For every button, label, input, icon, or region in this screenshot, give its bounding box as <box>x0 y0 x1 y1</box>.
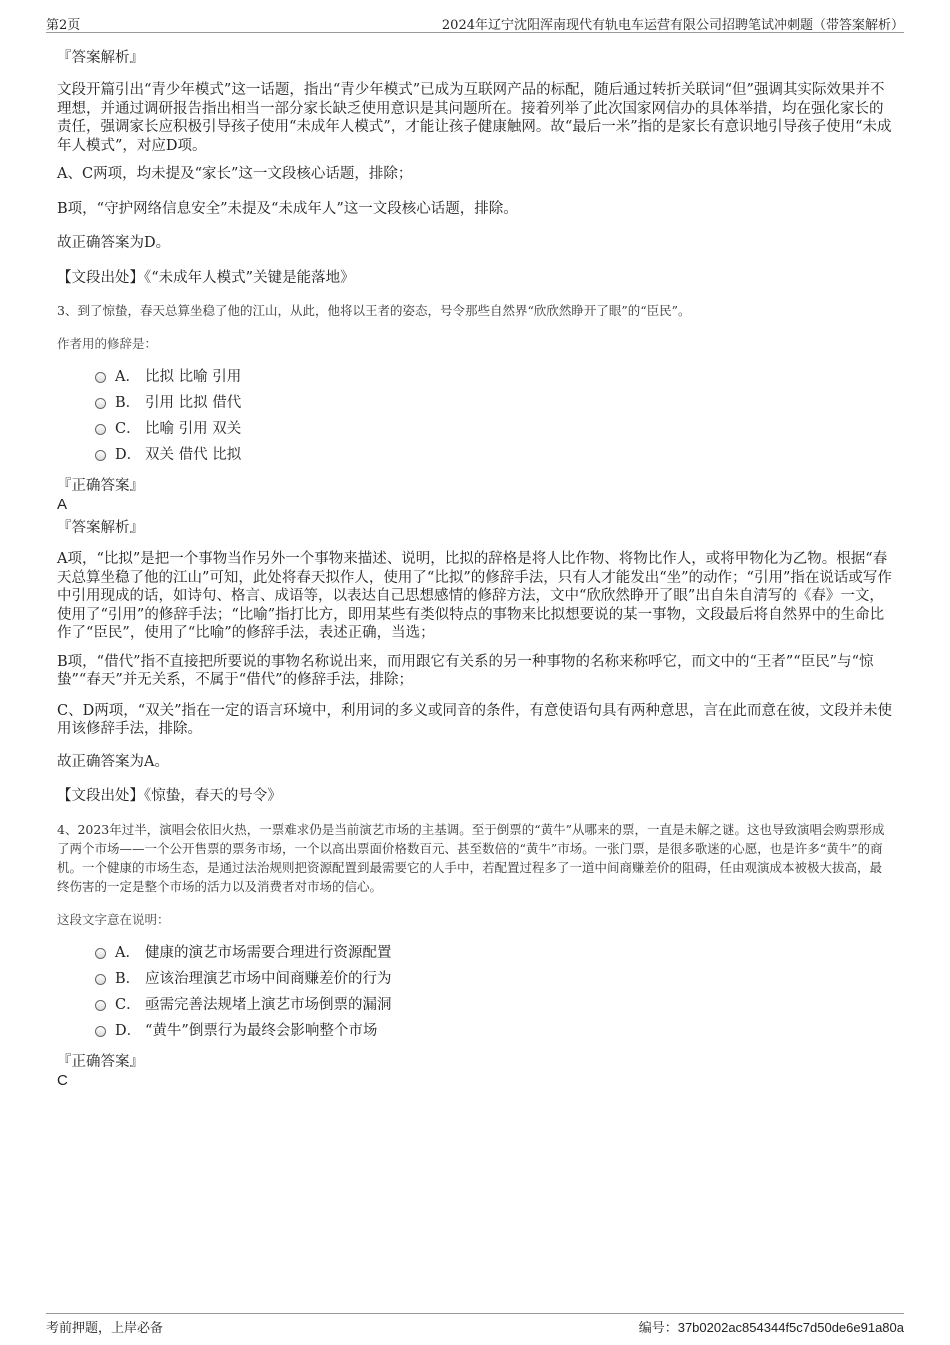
option-d[interactable]: D． 双关 借代 比拟 <box>95 442 893 468</box>
question-prompt: 这段文字意在说明： <box>57 911 170 927</box>
page-footer <box>46 1313 904 1334</box>
question-prompt: 作者用的修辞是： <box>57 336 158 351</box>
option-b[interactable]: B． 引用 比拟 借代 <box>95 390 893 416</box>
source-citation: 【文段出处】《惊蛰，春天的号令》 <box>57 788 282 804</box>
option-c[interactable]: C． 亟需完善法规堵上演艺市场倒票的漏洞 <box>95 992 893 1018</box>
option-d[interactable]: D． “黄牛”倒票行为最终会影响整个市场 <box>95 1018 893 1044</box>
analysis-paragraph: A、C两项，均未提及“家长”这一文段核心话题，排除； <box>57 166 413 182</box>
page-number: 第2页 <box>46 18 81 33</box>
correct-answer-label: 『正确答案』 <box>57 478 144 494</box>
radio-icon[interactable] <box>95 1000 106 1011</box>
footer-slogan: 考前押题，上岸必备 <box>46 1321 164 1336</box>
analysis-paragraph: C、D两项，“双关”指在一定的语言环境中，利用词的多义或同音的条件，有意使语句具有两种意思，言在此而意在彼，文段并未使用该修辞手法，排除。 <box>57 702 893 737</box>
document-body <box>57 46 893 1090</box>
radio-icon[interactable] <box>95 398 106 409</box>
option-b[interactable]: B． 应该治理演艺市场中间商赚差价的行为 <box>95 966 893 992</box>
radio-icon[interactable] <box>95 974 106 985</box>
analysis-conclusion: 故正确答案为A。 <box>57 753 169 770</box>
radio-icon[interactable] <box>95 1026 106 1037</box>
document-code: 编号：37b0202ac854344f5c7d50de6e91a80a <box>638 1320 904 1336</box>
radio-icon[interactable] <box>95 948 106 959</box>
correct-answer-label: 『正确答案』 <box>57 1053 144 1070</box>
analysis-conclusion: 故正确答案为D。 <box>57 235 171 251</box>
question-stem: 4、2023年过半，演唱会依旧火热，一票难求仍是当前演艺市场的主基调。至于倒票的“黄牛”从哪来的票，一直是未解之谜。这也导致演唱会购票形成了两个市场——一个公开售票的票务市场，一个以高出票面价格数百元、甚至数倍的“黄牛”市场。一张门票，是很多歌迷的心愿，也是许多“黄牛”的商机。一个健康的市场生态，是通过法治规则把资源配置到最需要它的人手中，若配置过程多了一道中间商赚差价的阻碍，任由观演成本被极大拔高，最终伤害的一定是整个市场的活力以及消费者对市场的信心。 <box>57 821 885 894</box>
analysis-paragraph: A项，“比拟”是把一个事物当作另外一个事物来描述、说明，比拟的辞格是将人比作物、将物比作人，或将甲物化为乙物。根据“春天总算坐稳了他的江山”可知，此处将春天拟作人，使用了“比拟”的修辞手法，只有人才能发出“坐”的动作；“引用”指在说话或写作中引用现成的话，如诗句、格言、成语等，以表达自己思想感情的修辞方法，文中“欣欣然睁开了眼”出自朱自清写的《春》一文，使用了“引用”的修辞手法；“比喻”指打比方，即用某些有类似特点的事物来比拟想要说的某一事物，文段最后将自然界中的生命比作了“臣民”，使用了“比喻”的修辞手法，表述正确，当选； <box>57 551 892 641</box>
question-stem: 3、到了惊蛰，春天总算坐稳了他的江山，从此，他将以王者的姿态，号令那些自然界“欣欣然睁开了眼”的“臣民”。 <box>57 303 691 318</box>
radio-icon[interactable] <box>95 372 106 383</box>
correct-answer: C <box>57 1071 68 1089</box>
analysis-paragraph: B项，“守护网络信息安全”未提及“未成年人”这一文段核心话题，排除。 <box>57 200 518 217</box>
radio-icon[interactable] <box>95 450 106 461</box>
option-list <box>95 940 893 1044</box>
source-citation: 【文段出处】《“未成年人模式”关键是能落地》 <box>57 269 355 286</box>
correct-answer: A <box>57 496 68 513</box>
analysis-paragraph: B项，“借代”指不直接把所要说的事物名称说出来，而用跟它有关系的另一种事物的名称来称呼它，而文中的“王者”“臣民”与“惊蛰”“春天”并无关系，不属于“借代”的修辞手法，排除； <box>57 653 874 688</box>
option-list <box>95 364 893 468</box>
option-a[interactable]: A． 比拟 比喻 引用 <box>95 364 893 390</box>
page-header <box>46 14 904 33</box>
option-a[interactable]: A． 健康的演艺市场需要合理进行资源配置 <box>95 940 893 966</box>
option-c[interactable]: C． 比喻 引用 双关 <box>95 416 893 442</box>
document-title: 2024年辽宁沈阳浑南现代有轨电车运营有限公司招聘笔试冲刺题（带答案解析） <box>441 18 904 33</box>
analysis-label: 『答案解析』 <box>57 50 144 66</box>
radio-icon[interactable] <box>95 424 106 435</box>
analysis-label: 『答案解析』 <box>57 520 144 536</box>
analysis-paragraph: 文段开篇引出“青少年模式”这一话题，指出“青少年模式”已成为互联网产品的标配，随后通过转折关联词“但”强调其实际效果并不理想，并通过调研报告指出相当一部分家长缺乏使用意识是其问题所在。接着列举了此次国家网信办的具体举措，均在强化家长的责任，强调家长应积极引导孩子使用“未成年人模式”，才能让孩子健康触网。故“最后一米”指的是家长有意识地引导孩子使用“未成年人模式”，对应D项。 <box>57 82 892 154</box>
